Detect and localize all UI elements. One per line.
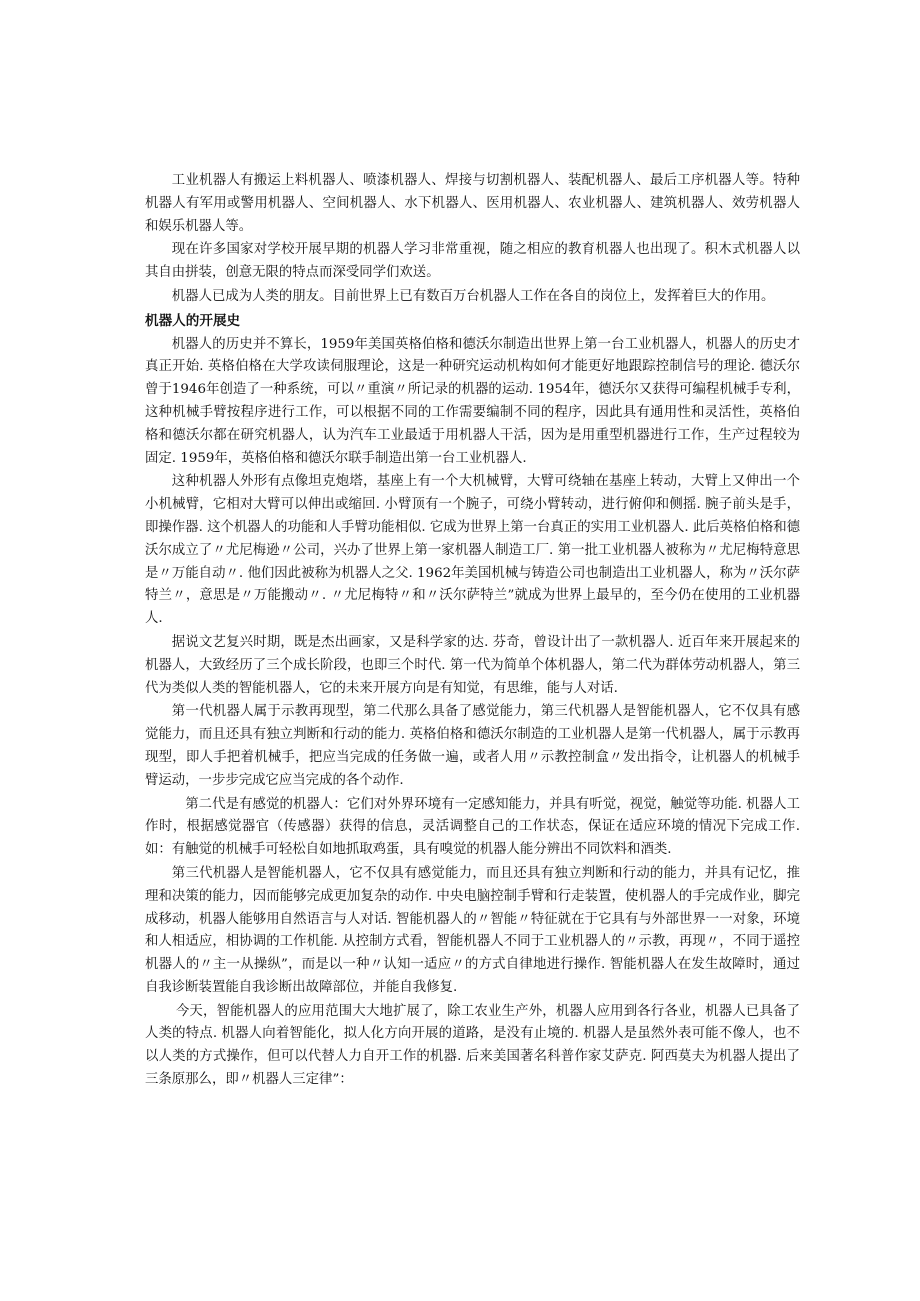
paragraph-first-generation: 第一代机器人属于示教再现型，第二代那么具备了感觉能力，第三代机器人是智能机器人，它不仅具有感觉能力，而且还具有独立判断和行动的能力. 英格伯格和德沃尔制造的工业机器人是第一代机器人，属于示教再现型，即人手把着机械手，把应当完成的任务做一遍，或者人用〃示教控制盒〃发出指令，让机器人的机械手臂运动，一步步完成它应当完成的各个动作.	[145, 704, 800, 788]
paragraph-second-generation: 第二代是有感觉的机器人：它们对外界环境有一定感知能力，并具有听觉，视觉，触觉等功能. 机器人工作时，根据感觉器官（传感器）获得的信息，灵活调整自己的工作状态，保证在适应环境的情况下完成工作. 如：有触觉的机械手可轻松自如地抓取鸡蛋，具有嗅觉的机器人能分辨出不同饮料和酒类.	[145, 796, 800, 858]
paragraph-robots-friends: 机器人已成为人类的朋友。目前世界上已有数百万台机器人工作在各自的岗位上，发挥着巨大的作用。	[171, 288, 775, 304]
document-page	[145, 170, 800, 1093]
paragraph-robot-types: 工业机器人有搬运上料机器人、喷漆机器人、焊接与切割机器人、装配机器人、最后工序机器人等。特种机器人有军用或警用机器人、空间机器人、水下机器人、医用机器人、农业机器人、建筑机器人、效劳机器人和娱乐机器人等。	[145, 173, 800, 234]
paragraph-third-generation: 第三代机器人是智能机器人，它不仅具有感觉能力，而且还具有独立判断和行动的能力，并具有记忆，推理和决策的能力，因而能够完成更加复杂的动作. 中央电脑控制手臂和行走装置，使机器人的手完成作业，脚完成移动，机器人能够用自然语言与人对话. 智能机器人的〃智能〃特征就在于它具有与外部世界一一对象，环境和人相适应，相协调的工作机能. 从控制方式看，智能机器人不同于工业机器人的〃示教，再现〃，不同于遥控机器人的〃主一从操纵”，而是以一种〃认知一适应〃的方式自律地进行操作. 智能机器人在发生故障时，通过自我诊断装置能自我诊断出故障部位，并能自我修复.	[145, 865, 800, 995]
paragraph-first-robot-description: 这种机器人外形有点像坦克炮塔，基座上有一个大机械臂，大臂可绕轴在基座上转动，大臂上又伸出一个小机械臂，它相对大臂可以伸出或缩回. 小臂顶有一个腕子，可绕小臂转动，进行俯仰和侧摇. 腕子前头是手，即操作器. 这个机器人的功能和人手臂功能相似. 它成为世界上第一台真正的实用工业机器人. 此后英格伯格和德沃尔成立了〃尤尼梅逊〃公司，兴办了世界上第一家机器人制造工厂. 第一批工业机器人被称为〃尤尼梅特意思是〃万能自动〃. 他们因此被称为机器人之父. 1962年美国机械与铸造公司也制造出工业机器人，称为〃沃尔萨特兰〃，意思是〃万能搬动〃. 〃尤尼梅特〃和〃沃尔萨特兰”就成为世界上最早的，至今仍在使用的工业机器人.	[145, 474, 800, 627]
paragraph-three-generations: 据说文艺复兴时期，既是杰出画家，又是科学家的达. 芬奇，曾设计出了一款机器人. 近百年来开展起来的机器人，大致经历了三个成长阶段，也即三个时代. 第一代为简单个体机器人，第二代为群体劳动机器人，第三代为类似人类的智能机器人，它的未来开展方向是有知觉，有思维，能与人对话.	[145, 634, 800, 696]
paragraph-history-origin: 机器人的历史并不算长，1959年美国英格伯格和德沃尔制造出世界上第一台工业机器人，机器人的历史才真正开始. 英格伯格在大学攻读伺服理论，这是一种研究运动机构如何才能更好地跟踪控制信号的理论. 德沃尔曾于1946年创造了一种系统，可以〃重演〃所记录的机器的运动. 1954年，德沃尔又获得可编程机械手专利，这种机械手臂按程序进行工作，可以根据不同的工作需要编制不同的程序，因此具有通用性和灵活性，英格伯格和德沃尔都在研究机器人，认为汽车工业最适于用机器人干活，因为是用重型机器进行工作，生产过程较为固定. 1959年，英格伯格和德沃尔联手制造出第一台工业机器人.	[145, 336, 800, 466]
section-heading-history: 机器人的开展史	[145, 312, 241, 329]
paragraph-today-applications: 今天，智能机器人的应用范围大大地扩展了，除工农业生产外，机器人应用到各行各业，机器人已具备了人类的特点. 机器人向着智能化，拟人化方向开展的道路，是没有止境的. 机器人是虽然外表可能不像人，也不以人类的方式操作，但可以代替人力自开工作的机器. 后来美国著名科普作家艾萨克. 阿西莫夫为机器人提出了三条原那么，即〃机器人三定律”：	[145, 1003, 800, 1088]
paragraph-education-robots: 现在许多国家对学校开展早期的机器人学习非常重视，随之相应的教育机器人也出现了。积木式机器人以其自由拼装，创意无限的特点而深受同学们欢送。	[145, 242, 800, 281]
